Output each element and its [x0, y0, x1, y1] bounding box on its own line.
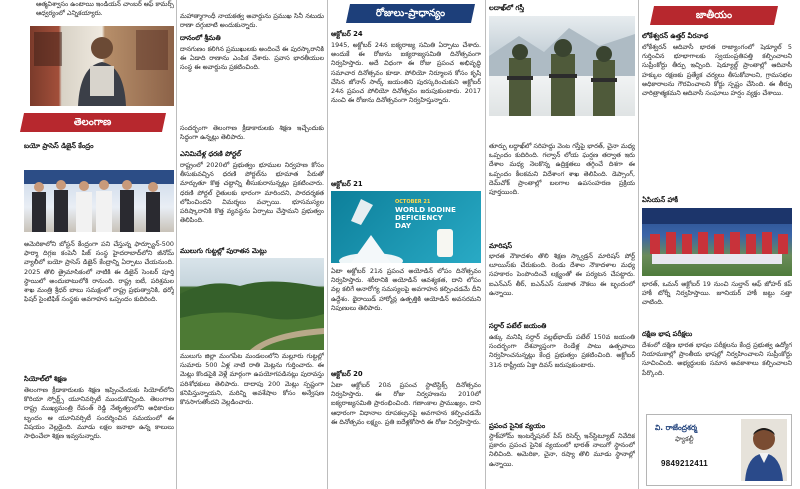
heading-oct24: అక్టోబర్ 24 — [331, 30, 363, 38]
ladakh-text: తూర్పు లద్దాఖ్‌లో సరిహద్దు వెంట గస్తీపై భారత్, చైనా మధ్య ఒప్పందం కుదిరింది. గల్వాన్ లోయ ఘర్షణ తర్వాత ఇరు దేశాల మధ్య నెలకొన్న ఉద్రిక్తతలు తగ్గించే దిశగా ఈ ఒప్పందం కీలకమని విదేశాంగ శాఖ తెలిపింది. డెప్సాంగ్, దెమ్‌చోక్ ప్రాంతాల్లో బలగాల ఉపసంహరణ ప్రక్రియ పూర్తయింది. — [489, 142, 635, 197]
author-phone: 9849212411 — [661, 459, 709, 468]
section-days: రోజులు-ప్రాధాన్యం — [346, 4, 475, 23]
heading-mauritius: మారిషస్ — [489, 242, 513, 250]
author-box — [646, 414, 792, 486]
poster-title: WORLD IODINE DEFICIENCY DAY — [395, 205, 456, 230]
poster-date: OCTOBER 21 — [395, 199, 431, 205]
intro-line: ఆధ్వర్యంలో ఎన్నికయ్యారు. — [36, 9, 103, 18]
column-divider — [638, 0, 639, 489]
rana-text: దానగుణం కలిగిన ప్రముఖులకు అందించే ఈ పురస్కారానికి ఈ ఏడాది రాణాను ఎంపిక చేశారు. ప్రవాస భారతీయుల సంస్థ ఈ అవార్డును ప్రకటించింది. — [180, 45, 324, 72]
hills-photo — [180, 258, 324, 350]
oct21-text: ఏటా అక్టోబర్ 21న ప్రపంచ అయోడిన్ లోపం దినోత్సవం నిర్వహిస్తారు. శరీరానికి అయోడిన్ ఆవశ్యకత, దాని లోపం వల్ల కలిగే అనారోగ్య సమస్యలపై అవగాహన కల్పించడమే దీని ఉద్దేశం. థైరాయిడ్ హార్మోన్ల ఉత్పత్తికి అయోడిన్ అవసరమని నిపుణులు తెలిపారు. — [331, 267, 481, 312]
heading-daanam: దానంలో శ్రీమతి — [180, 34, 221, 42]
heading-patel: సర్దార్ పటేల్ జయంతి — [489, 322, 547, 330]
intro-line: ఆత్మవిశ్వాసం ఉంటాయి ఇండియన్ చాంబర్ ఆఫ్ కామర్స్ — [36, 0, 174, 8]
heading-exams: దక్షిణ భాష పరీక్షలు — [642, 330, 693, 338]
oct24-text: 1945, అక్టోబర్ 24న ఐక్యరాజ్య సమితి ఏర్పాటు చేశారు. అందుకే ఈ రోజును ఐక్యరాజ్యసమితి దినోత్సవంగా నిర్వహిస్తారు. అదే విధంగా ఈ రోజు ప్రపంచ అభివృద్ధి సమాచార దినోత్సవం కూడా. పోలియో నిర్మూలన కోసం కృషి చేసిన జోనాస్ సాల్క్ జయంతిని పురస్కరించుకుని అక్టోబర్ 24న ప్రపంచ పోలియో దినోత్సవం జరుపుకుంటారు. 2017 నుంచి ఈ రోజును దినోత్సవంగా నిర్వహిస్తున్నారు. — [331, 41, 481, 105]
author-role: ఫ్యాకల్టీ — [675, 435, 694, 443]
author-photo — [741, 419, 787, 481]
label-ladakh: లదాఖ్‌లో గస్తీ — [489, 4, 525, 12]
column-divider — [176, 0, 177, 489]
column-divider — [327, 0, 328, 489]
military-text: స్టాక్‌హోమ్ ఇంటర్నేషనల్ పీస్ రిసెర్చ్ ఇన్‌స్టిట్యూట్ నివేదిక ప్రకారం ప్రపంచ సైనిక వ్యయంలో భారత్ నాలుగో స్థానంలో నిలిచింది. అమెరికా, చైనా, రష్యా తొలి మూడు స్థానాల్లో ఉన్నాయి. — [489, 432, 635, 468]
heading-seoul: సియోల్‌లో శిక్షణ — [24, 375, 67, 383]
heading-dharani: ఎనిమిదేళ్ల ధరణి పోర్టల్ — [180, 150, 241, 158]
hockey-team-photo — [642, 208, 792, 276]
heading-oct21: అక్టోబర్ 21 — [331, 180, 363, 188]
column-divider — [485, 0, 486, 489]
sports-cont-text: సందర్భంగా తెలంగాణ క్రీడాకారులకు శిక్షణ ఇచ్చేందుకు సిద్ధంగా ఉన్నట్లు తెలిపారు. — [180, 124, 324, 142]
exams-text: దేశంలో దక్షిణ భారత భాషల పరీక్షలను కేంద్ర ప్రభుత్వ ఉద్యోగ నియామకాల్లో ప్రాంతీయ భాషల్లో నిర్వహించాలని సుప్రీంకోర్టు సూచించింది. అభ్యర్థులకు సమాన అవకాశాలు కల్పించాలని పేర్కొంది. — [642, 341, 792, 377]
oct20-text: ఏటా అక్టోబర్ 20న ప్రపంచ స్టాటిస్టిక్స్ దినోత్సవం నిర్వహిస్తారు. ఈ రోజు నిర్వహణను 2010లో ఐక్యరాజ్యసమితి ప్రారంభించింది. గణాంకాల ప్రాముఖ్యం, దాని ఆధారంగా విధానాల రూపకల్పనపై అవగాహన కల్పించడమే ఈ దినోత్సవం లక్ష్యం. ప్రతి ఐదేళ్లకోసారి ఈ రోజు నిర్వహిస్తారు. — [331, 381, 481, 426]
author-name: వి. రాజేంద్రశర్మ — [655, 423, 698, 432]
heading-bio-design: బయో ప్రాసెస్ డిజైన్ కేంద్రం — [24, 142, 94, 150]
mauritius-text: భారత నౌకాదళం తొలి శిక్షణ స్క్వాడ్రన్ మారిషస్ పోర్ట్ లూయిస్‌కు చేరుకుంది. రెండు దేశాల నౌకాదళాల మధ్య సహకారం పెంపొందించే లక్ష్యంతో ఈ పర్యటన చేపట్టారు. ఐఎన్‌ఎస్ తీర్, ఐఎన్‌ఎస్ సుజాత నౌకలు ఈ బృందంలో ఉన్నాయి. — [489, 252, 635, 297]
section-telangana: తెలంగాణ — [20, 113, 166, 132]
seoul-text: తెలంగాణ క్రీడాకారులకు శిక్షణ ఇప్పించేందుకు సియోల్‌లోని కొరియా స్పోర్ట్స్ యూనివర్సిటీ ముందుకొచ్చింది. తెలంగాణ రాష్ట్ర ముఖ్యమంత్రి రేవంత్ రెడ్డి నేతృత్వంలోని అధికారుల బృందం ఆ యూనివర్సిటీ సందర్శించిన సమయంలో ఈ విషయం వెల్లడైంది. మూడు లక్షల జనాభా ఉన్న కాలులు సాధించేలా శిక్షణ ఇవ్వనున్నారు. — [24, 386, 174, 441]
soldiers-photo — [489, 16, 635, 116]
patel-text: ఉక్కు మనిషి సర్దార్ వల్లభ్‌భాయ్ పటేల్ 150వ జయంతి సందర్భంగా దేశవ్యాప్తంగా రెండేళ్ల పాటు ఉత్సవాలు నిర్వహించనున్నట్లు కేంద్ర ప్రభుత్వం ప్రకటించింది. అక్టోబర్ 31న రాష్ట్రీయ ఏక్తా దివస్ జరుపుకుంటారు. — [489, 333, 635, 369]
rana-photo — [30, 26, 174, 106]
rana-caption: మహాత్మాగాంధీ నాయకత్వ అవార్డును ప్రముఖ సినీ నటుడు రాణా దగ్గుబాటి అందుకున్నారు. — [180, 12, 324, 30]
mou-photo — [24, 170, 174, 232]
heading-oct20: అక్టోబర్ 20 — [331, 370, 363, 378]
mulugu-text: ములుగు జిల్లా మంగపేట మండలంలోని మల్లూరు గుట్టల్లో సుమారు 500 ఏళ్ల నాటి రాతి మెట్లను గుర్తించారు. ఈ మెట్లు కొండపైకి వెళ్లే మార్గంగా ఉపయోగపడినట్లు పురావస్తు పరిశోధకులు తెలిపారు. దాదాపు 200 మెట్లు స్పష్టంగా కనిపిస్తున్నాయని, మరిన్ని అవశేషాల కోసం అన్వేషణ కొనసాగుతోందని వెల్లడించారు. — [180, 352, 324, 407]
bio-design-text: అమెరికాలోని బోస్టన్ కేంద్రంగా పని చేస్తున్న ఫార్చ్యూన్-500 ఫార్మా దిగ్గజ కంపెనీ పిజ్ సంస్థ హైదరాబాద్‌లోని జీనోమ్ వ్యాలీలో బయో ప్రాసెస్ డిజైన్ కేంద్రాన్ని ఏర్పాటు చేయనుంది. 2025 తొలి త్రైమాసికంలో నాటికి ఈ డిజైన్ సెంటర్ పూర్తి స్థాయిలో అందుబాటులోకి రానుంది. రాష్ట్ర ఐటీ, పరిశ్రమల శాఖ మంత్రి శ్రీధర్ బాబు సమక్షంలో రాష్ట్ర ప్రభుత్వానికి, థర్మో ఫిషర్ సైంటిఫిక్ సంస్థకు అవగాహన ఒప్పందం కుదిరింది. — [24, 240, 174, 304]
heading-mulugu: ములుగు గుట్టల్లో పురాతన మెట్లు — [180, 247, 267, 255]
section-national: జాతీయం — [650, 6, 778, 25]
dharani-text: రాష్ట్రంలో 2020లో ప్రభుత్వం భూముల నిర్వహణ కోసం తీసుకువచ్చిన ధరణి పోర్టల్‌ను భూమాత పేరుతో మార్చుతూ కొత్త చట్టాన్ని తీసుకురానున్నట్లు ప్రకటించారు. ధరణి పోర్టల్ రైతులకు భారంగా మారిందని, పారదర్శకత లోపించిందని విమర్శలు వచ్చాయి. భూసమస్యల పరిష్కారానికి కొత్త వ్యవస్థను ఏర్పాటు చేస్తామని ప్రభుత్వం తెలిపింది. — [180, 161, 324, 225]
lokeswaran-text: లోకేశ్వరన్ ఆదివాసీ భారత రాజ్యాంగంలో షెడ్యూల్ 5 గుర్తించిన భూభాగాలకు స్వయంప్రతిపత్తి కల్పించాలని సుప్రీంకోర్టు తీర్పు ఇచ్చింది. షెడ్యూల్డ్ ప్రాంతాల్లో ఆదివాసీ హక్కుల రక్షణకు ప్రత్యేక చర్యలు తీసుకోవాలని, గ్రామసభల అధికారాలను గౌరవించాలని కోర్టు స్పష్టం చేసింది. ఈ తీర్పు చారిత్రాత్మకమని ఆదివాసీ సంఘాలు హర్షం వ్యక్తం చేశాయి. — [642, 43, 792, 98]
iodine-poster — [331, 191, 481, 263]
hockey-text: భారత్, ఒమన్ అక్టోబర్ 19 నుంచి సుల్తాన్ ఆఫ్ జోహర్ కప్ హాకీ టోర్నీ నిర్వహిస్తాయి. జూనియర్ హాకీ జట్టు సత్తా చాటింది. — [642, 280, 792, 307]
intro-text — [36, 0, 174, 20]
heading-military: ప్రపంచ సైనిక వ్యయం — [489, 422, 546, 430]
heading-lokeswaran: లోకేశ్వరన్ ఉత్తర్ వీరనాథ — [642, 32, 709, 40]
heading-hockey: ఏసియన్ హాకీ — [642, 196, 679, 204]
